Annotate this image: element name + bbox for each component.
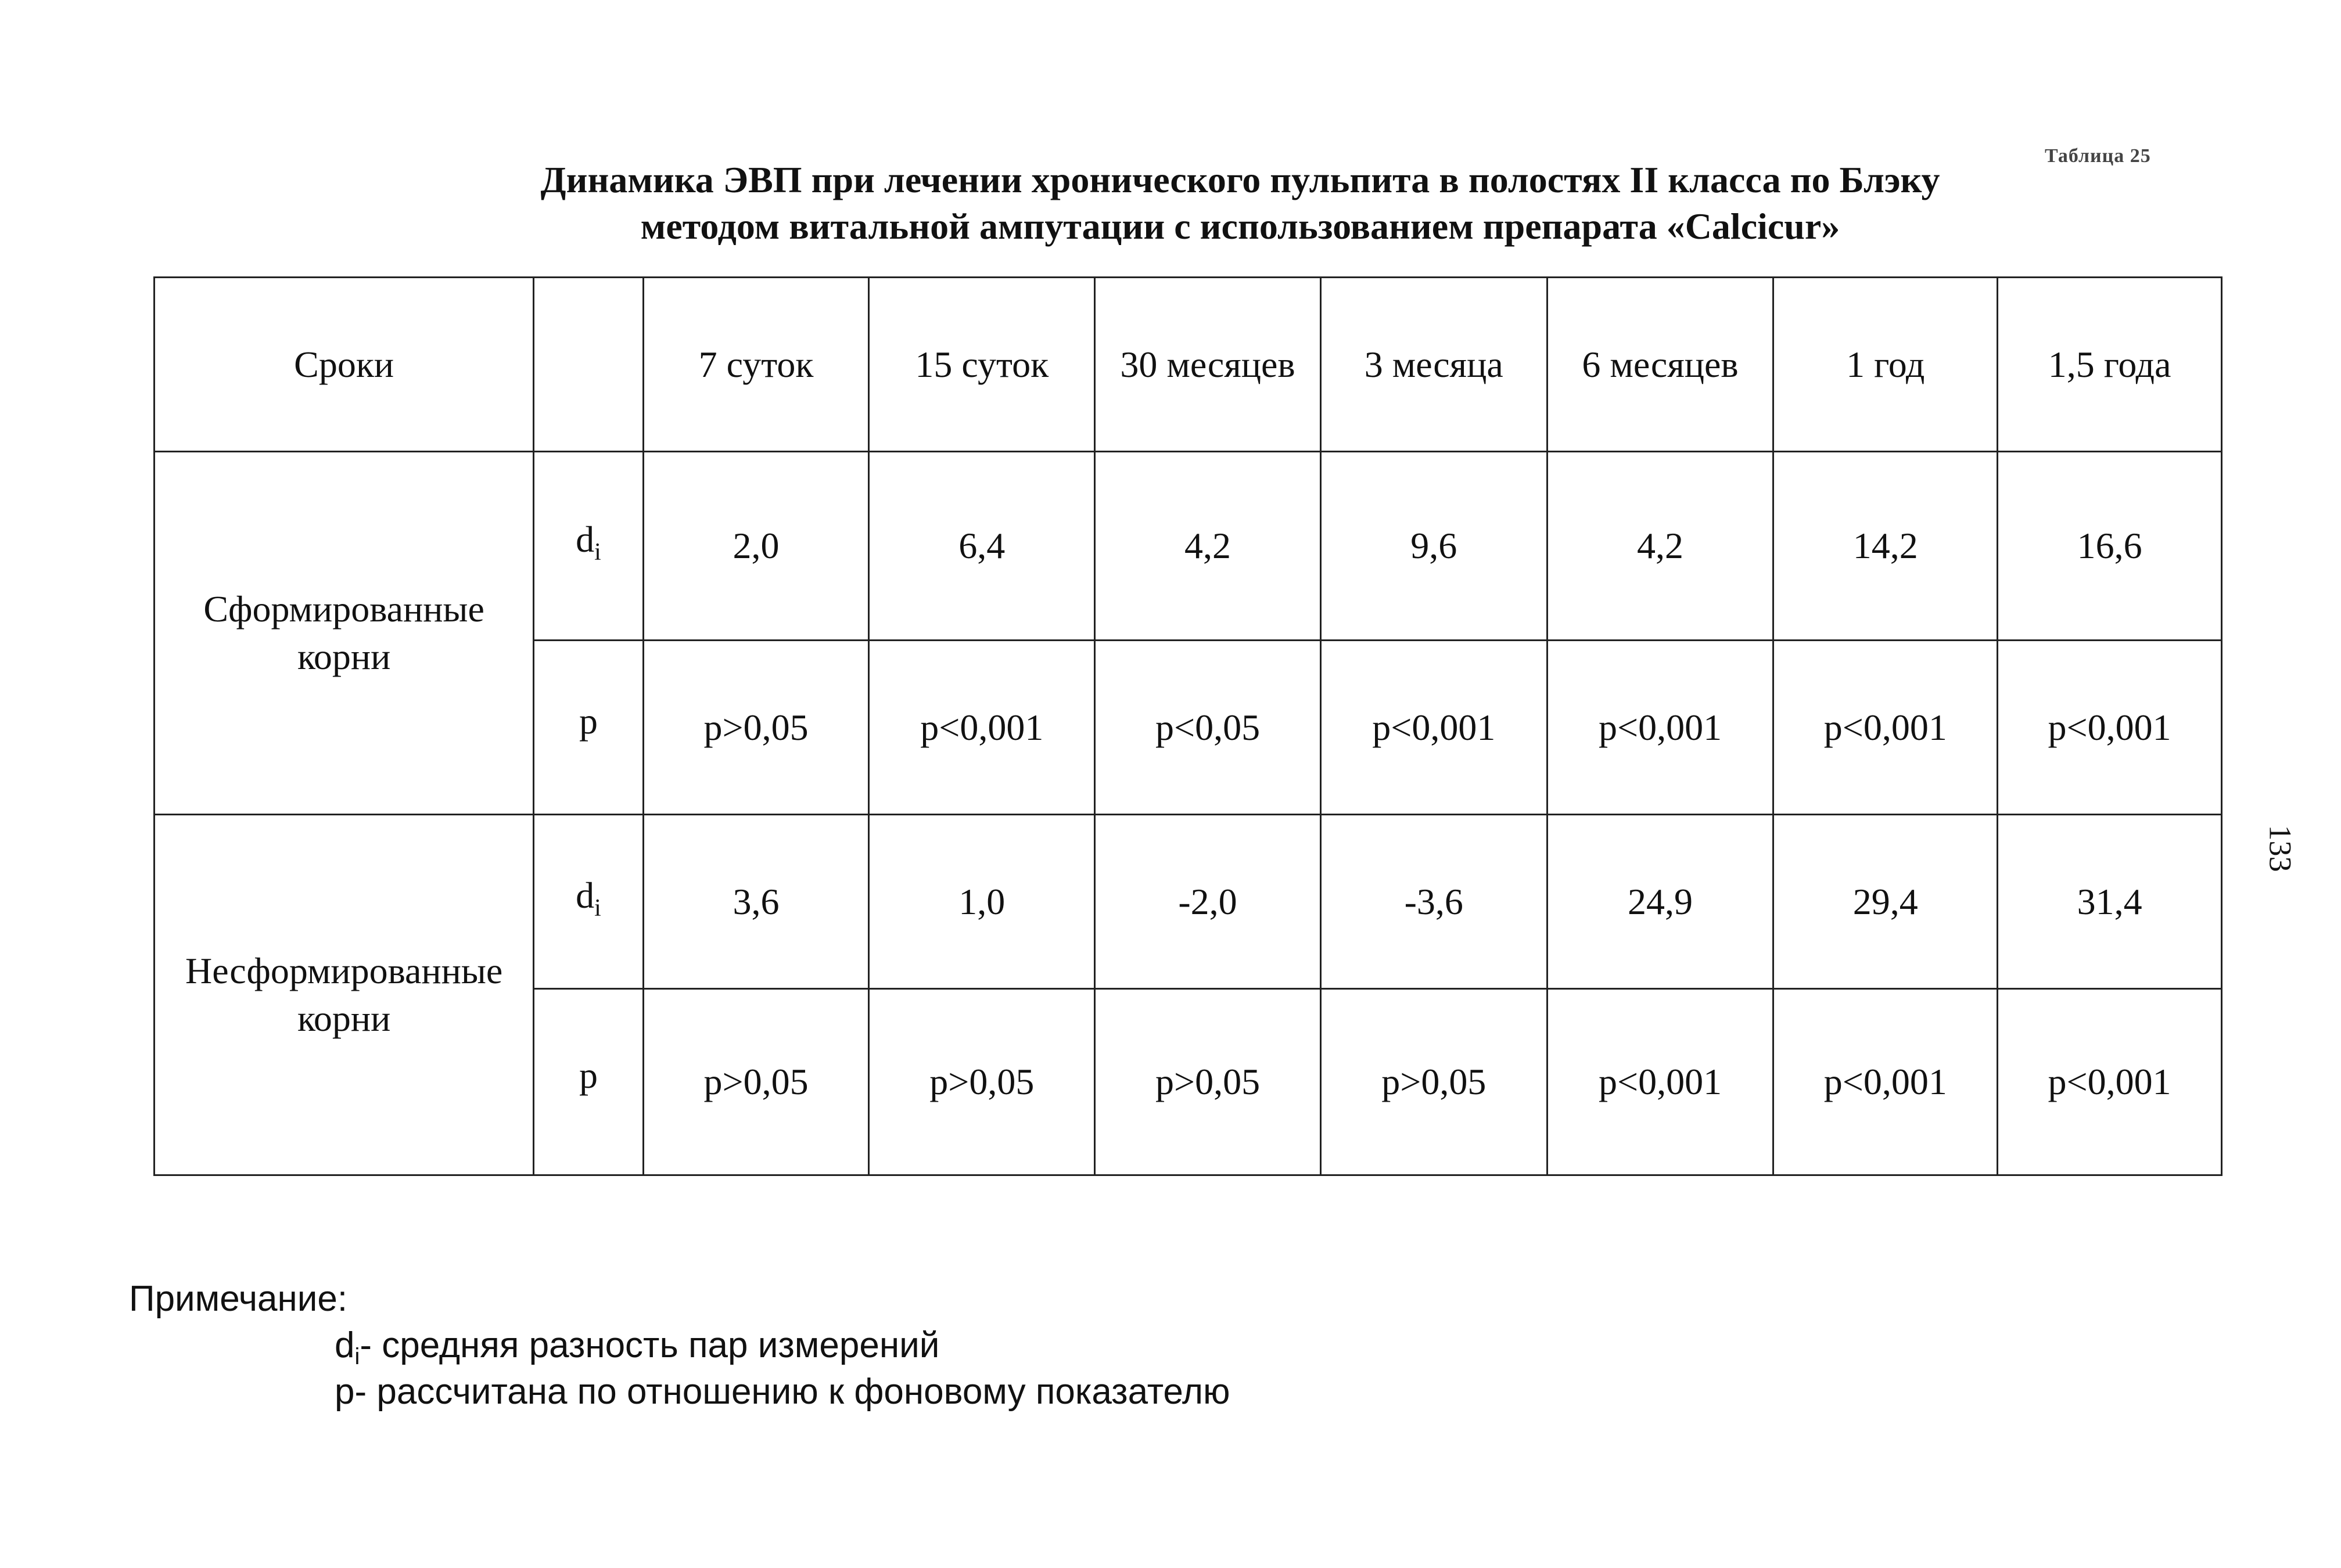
symbol-subscript: i [594, 894, 601, 922]
symbol-letter: p [579, 700, 598, 742]
header-cell-period: 30 месяцев [1095, 278, 1321, 452]
value-cell: 24,9 [1547, 815, 1773, 989]
table-title [325, 157, 2155, 250]
symbol-letter: d [576, 519, 595, 560]
header-cell-terms: Сроки [155, 278, 534, 452]
table-row [155, 452, 2222, 641]
value-cell: p<0,001 [1773, 641, 1998, 815]
value-cell: 3,6 [643, 815, 869, 989]
value-cell: 6,4 [869, 452, 1095, 641]
group-cell-unformed-roots: Несформированные корни [155, 815, 534, 1175]
value-cell: 9,6 [1320, 452, 1547, 641]
value-cell: p<0,001 [1320, 641, 1547, 815]
value-cell: p>0,05 [1320, 989, 1547, 1175]
value-cell: p<0,001 [1998, 641, 2222, 815]
value-cell: p<0,001 [1547, 641, 1773, 815]
note-symbol-letter: d [335, 1325, 355, 1365]
value-cell: 4,2 [1547, 452, 1773, 641]
page-number: 133 [2263, 825, 2298, 872]
value-cell: p<0,001 [1998, 989, 2222, 1175]
table-row [155, 815, 2222, 989]
value-cell: p>0,05 [643, 641, 869, 815]
header-cell-period: 1,5 года [1998, 278, 2222, 452]
value-cell: p>0,05 [1095, 989, 1321, 1175]
value-cell: p>0,05 [643, 989, 869, 1175]
header-row [155, 278, 2222, 452]
value-cell: -2,0 [1095, 815, 1321, 989]
symbol-cell [534, 989, 643, 1175]
table-title-line-2: методом витальной ампутации с использованием препарата «Calcicur» [640, 206, 1840, 247]
note-text: - средняя разность пар измерений [360, 1325, 940, 1365]
value-cell: p<0,001 [1773, 989, 1998, 1175]
header-cell-period: 15 суток [869, 278, 1095, 452]
header-cell-empty [534, 278, 643, 452]
note-heading: Примечание: [129, 1279, 348, 1319]
value-cell: 14,2 [1773, 452, 1998, 641]
symbol-cell [534, 452, 643, 641]
value-cell: p>0,05 [869, 989, 1095, 1175]
value-cell: 16,6 [1998, 452, 2222, 641]
data-table [153, 276, 2222, 1176]
symbol-letter: p [579, 1055, 598, 1096]
value-cell: p<0,05 [1095, 641, 1321, 815]
value-cell: 29,4 [1773, 815, 1998, 989]
table-title-line-1: Динамика ЭВП при лечении хронического пульпита в полостях II класса по Блэку [540, 159, 1940, 200]
header-cell-period: 7 суток [643, 278, 869, 452]
note-symbol-subscript: i [354, 1344, 360, 1369]
note-item-p [335, 1368, 1230, 1427]
symbol-letter: d [576, 874, 595, 916]
value-cell: -3,6 [1320, 815, 1547, 989]
header-cell-period: 1 год [1773, 278, 1998, 452]
value-cell: p<0,001 [1547, 989, 1773, 1175]
symbol-cell [534, 641, 643, 815]
value-cell: 1,0 [869, 815, 1095, 989]
group-cell-formed-roots: Сформированные корни [155, 452, 534, 815]
header-cell-period: 6 месяцев [1547, 278, 1773, 452]
value-cell: p<0,001 [869, 641, 1095, 815]
note-text: - рассчитана по отношению к фоновому показателю [354, 1372, 1230, 1412]
symbol-cell [534, 815, 643, 989]
symbol-subscript: i [594, 539, 601, 566]
header-cell-period: 3 месяца [1320, 278, 1547, 452]
note-symbol-letter: p [335, 1372, 355, 1412]
value-cell: 31,4 [1998, 815, 2222, 989]
table-label: Таблица 25 [2045, 145, 2151, 167]
value-cell: 4,2 [1095, 452, 1321, 641]
value-cell: 2,0 [643, 452, 869, 641]
